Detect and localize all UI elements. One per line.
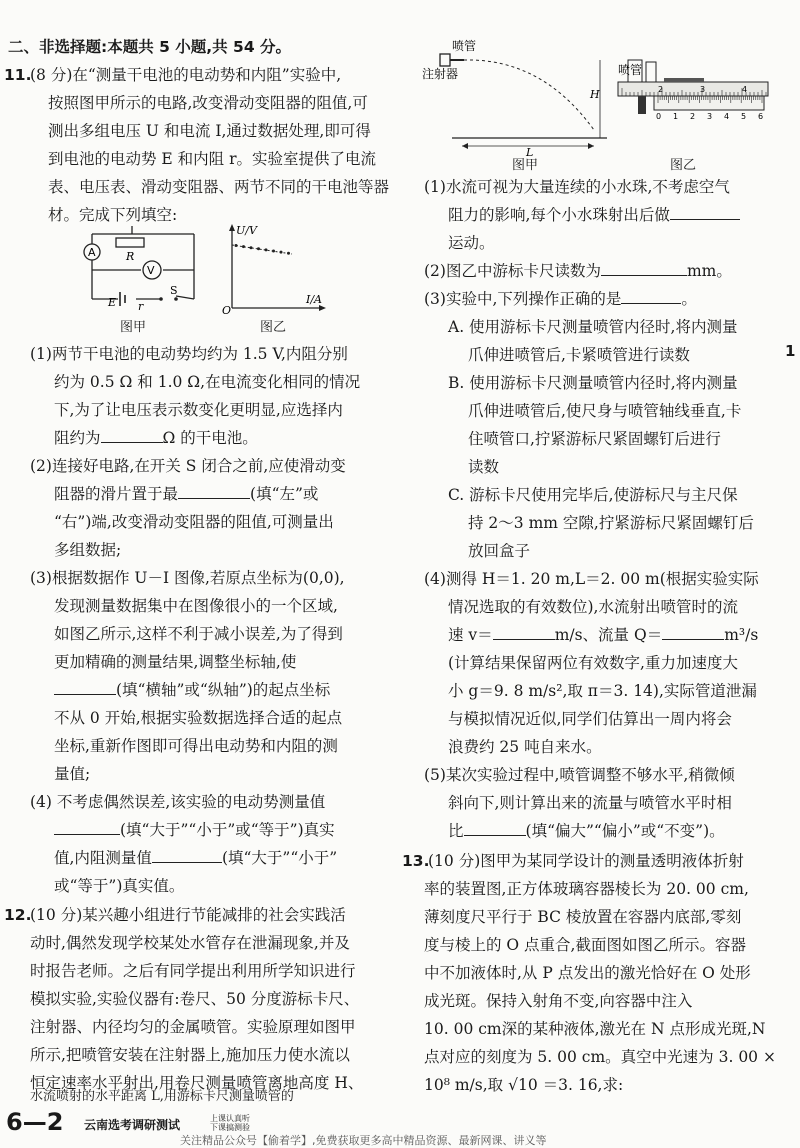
text: Ω 的干电池。 xyxy=(162,429,258,447)
nozzle-label: 喷管 xyxy=(452,39,477,53)
resistance-label: r xyxy=(138,300,144,313)
q13-line: 中不加液体时,从 P 点发出的激光恰好在 O 处形 xyxy=(424,964,751,982)
q12-sub5-line: 斜向下,则计算出来的流量与喷管水平时相 xyxy=(448,794,732,812)
footer xyxy=(0,1108,800,1147)
q13-line: 点对应的刻度为 5. 00 cm。真空中光速为 3. 00 × xyxy=(424,1048,776,1066)
q13-line: 度与棱上的 O 点重合,截面图如图乙所示。容器 xyxy=(424,936,746,954)
q11-line: 测出多组电压 U 和电流 I,通过数据处理,即可得 xyxy=(48,122,371,140)
q11-sub3-line: 发现测量数据集中在图像很小的一个区域, xyxy=(54,597,338,615)
vernier-scale-label: 3 xyxy=(707,112,713,121)
q11-sub1-line xyxy=(54,426,258,450)
syringe-label: 注射器 xyxy=(422,67,459,81)
q11-sub3-line: 不从 0 开始,根据实验数据选择合适的起点 xyxy=(54,709,343,727)
text: 。 xyxy=(681,290,697,308)
q11-fig-b-caption: 图乙 xyxy=(260,320,287,335)
text: (2)图乙中游标卡尺读数为 xyxy=(424,262,601,280)
slogan-line: 下课搞测验 xyxy=(210,1123,250,1132)
answer-blank[interactable] xyxy=(662,625,724,640)
q13-line: (10 分)图甲为某同学设计的测量透明液体折射 xyxy=(428,852,744,870)
q12-option-b: 住喷管口,拧紧游标尺紧固螺钉后进行 xyxy=(468,430,721,448)
text: mm。 xyxy=(686,262,732,280)
q11-sub3-line: (3)根据数据作 U－I 图像,若原点坐标为(0,0), xyxy=(30,569,345,587)
graph-x-label: I/A xyxy=(306,293,322,306)
text: 阻器的滑片置于最 xyxy=(54,485,179,503)
q11-sub3-line: 如图乙所示,这样不利于减小误差,为了得到 xyxy=(54,625,343,643)
q12-sub4-line: 小 g＝9. 8 m/s²,取 π＝3. 14),实际管道泄漏 xyxy=(448,682,757,700)
slogan-line: 上课认真听 xyxy=(210,1114,250,1123)
q12-sub4-line: (4)测得 H＝1. 20 m,L＝2. 00 m(根据实验实际 xyxy=(424,570,759,588)
data-point xyxy=(280,251,283,254)
q11-fig-a-caption: 图甲 xyxy=(120,320,147,335)
side-mark: 1 xyxy=(785,342,796,360)
text: (填“偏大”“偏小”或“不变”)。 xyxy=(525,822,725,840)
q12-option-a: 爪伸进喷管后,卡紧喷管进行读数 xyxy=(468,346,690,364)
text: 阻约为 xyxy=(54,429,101,447)
switch-label: S xyxy=(170,284,178,297)
q12-sub4-line: 浪费约 25 吨自来水。 xyxy=(448,738,602,756)
q11-sub2-line xyxy=(54,482,318,506)
q11-line: (8 分)在“测量干电池的电动势和内阻”实验中, xyxy=(30,66,342,84)
data-point xyxy=(287,252,290,255)
answer-blank[interactable] xyxy=(101,428,163,443)
q11-sub3-line: 更加精确的测量结果,调整坐标轴,使 xyxy=(54,653,297,671)
text: (填“左”或 xyxy=(250,485,319,503)
q11-sub2-line: “右”)端,改变滑动变阻器的阻值,可测量出 xyxy=(54,513,334,531)
vernier-scale-label: 5 xyxy=(741,112,747,121)
q11-sub2-line: (2)连接好电路,在开关 S 闭合之前,应使滑动变 xyxy=(30,457,346,475)
q13-line: 薄刻度尺平行于 BC 棱放置在容器内底部,零刻 xyxy=(424,908,742,926)
q12-line: 动时,偶然发现学校某处水管存在泄漏现象,并及 xyxy=(30,934,350,952)
data-point xyxy=(235,244,238,247)
graph-origin-label: O xyxy=(222,304,232,316)
q12-line: 水流喷射的水平距离 L,用游标卡尺测量喷管的 xyxy=(30,1089,294,1104)
q12-number: 12. xyxy=(4,906,32,924)
main-scale-label: 4 xyxy=(742,85,748,94)
q11-sub4-line xyxy=(54,846,337,870)
q11-sub2-line: 多组数据; xyxy=(54,541,122,559)
q12-option-b: 读数 xyxy=(468,458,500,476)
nozzle2-label: 喷管 xyxy=(618,63,643,77)
circuit-diagram xyxy=(76,224,206,314)
q12-sub4-line: 情况选取的有效数位),水流射出喷管时的流 xyxy=(448,598,738,616)
text: m³/s xyxy=(724,626,759,644)
answer-blank[interactable] xyxy=(54,680,116,695)
nozzle-diagram xyxy=(422,38,612,158)
q11-line: 表、电压表、滑动变阻器、两节不同的干电池等器 xyxy=(48,178,390,196)
q12-option-c: 放回盒子 xyxy=(468,542,531,560)
series-name: 云南选考调研测试 xyxy=(84,1118,181,1132)
q12-sub1-line: (1)水流可视为大量连续的小水珠,不考虑空气 xyxy=(424,178,730,196)
text: 比 xyxy=(448,822,464,840)
q11-sub3-line: 量值; xyxy=(54,765,91,783)
q13-number: 13. xyxy=(402,852,430,870)
q12-line: 时报告老师。之后有同学提出利用所学知识进行 xyxy=(30,962,356,980)
text: (填“横轴”或“纵轴”)的起点坐标 xyxy=(116,681,331,699)
answer-blank[interactable] xyxy=(670,205,740,220)
q11-sub1-line: 下,为了让电压表示数变化更明显,应选择内 xyxy=(54,401,343,419)
q13-line: 10. 00 cm深的某种液体,激光在 N 点形成光斑,N xyxy=(424,1020,766,1038)
text: (填“大于”“小于” xyxy=(221,849,338,867)
page-number: 6—2 xyxy=(6,1108,64,1136)
q13-line: 10⁸ m/s,取 √10 ＝3. 16,求: xyxy=(424,1076,624,1094)
q12-option-c: C. 游标卡尺使用完毕后,使游标尺与主尺保 xyxy=(448,486,738,504)
text: 速 v＝ xyxy=(448,626,493,644)
data-point xyxy=(257,247,260,250)
slogan xyxy=(210,1114,250,1132)
answer-blank[interactable] xyxy=(152,848,222,863)
q12-sub4-line: 与模拟情况近似,同学们估算出一周内将会 xyxy=(448,710,732,728)
main-scale-label: 2 xyxy=(658,85,664,94)
data-point xyxy=(265,248,268,251)
q12-option-a: A. 使用游标卡尺测量喷管内径时,将内测量 xyxy=(448,318,738,336)
data-point xyxy=(272,250,275,253)
q12-line: 模拟实验,实验仪器有:卷尺、50 分度游标卡尺、 xyxy=(30,990,360,1008)
watermark: 关注精品公众号【偷着学】,免费获取更多高中精品资源、最新网课、讲义等 xyxy=(180,1134,547,1147)
data-point xyxy=(250,246,253,249)
q12-sub3-line xyxy=(424,287,697,311)
answer-blank[interactable] xyxy=(54,820,120,835)
text: 值,内阻测量值 xyxy=(54,849,152,867)
q12-fig-b-caption: 图乙 xyxy=(670,158,697,173)
section-title: 二、非选择题:本题共 5 小题,共 54 分。 xyxy=(8,38,292,56)
q12-sub5-line: (5)某次实验过程中,喷管调整不够水平,稍微倾 xyxy=(424,766,735,784)
q12-sub4-line: (计算结果保留两位有效数字,重力加速度大 xyxy=(448,654,738,672)
q11-sub1-line: 约为 0.5 Ω 和 1.0 Ω,在电流变化相同的情况 xyxy=(54,373,361,391)
data-point xyxy=(242,245,245,248)
vernier-caliper xyxy=(614,52,774,152)
voltmeter-label: V xyxy=(147,264,155,277)
q11-line: 材。完成下列填空: xyxy=(48,206,178,224)
distance-label: L xyxy=(526,146,534,158)
text: 阻力的影响,每个小水珠射出后做 xyxy=(448,206,670,224)
q12-line: 所示,把喷管安装在注射器上,施加压力使水流以 xyxy=(30,1046,350,1064)
q12-option-b: B. 使用游标卡尺测量喷管内径时,将内测量 xyxy=(448,374,738,392)
answer-blank[interactable] xyxy=(493,625,555,640)
q11-sub4-line: 或“等于”)真实值。 xyxy=(54,877,185,895)
vernier-scale-label: 1 xyxy=(673,112,679,121)
vernier-scale-label: 0 xyxy=(656,112,662,121)
vernier-scale-label: 4 xyxy=(724,112,730,121)
q12-sub1-line xyxy=(448,203,740,227)
height-label: H xyxy=(590,88,600,101)
q11-sub4-line: (4) 不考虑偶然误差,该实验的电动势测量值 xyxy=(30,793,326,811)
q11-sub3-line xyxy=(54,678,330,702)
q11-line: 到电池的电动势 E 和内阻 r。实验室提供了电流 xyxy=(48,150,377,168)
q12-sub2-line xyxy=(424,259,732,283)
ui-graph xyxy=(222,224,332,316)
rheostat-label: R xyxy=(126,250,135,263)
q12-option-c: 持 2～3 mm 空隙,拧紧游标尺紧固螺钉后 xyxy=(468,514,754,532)
q13-line: 率的装置图,正方体玻璃容器棱长为 20. 00 cm, xyxy=(424,880,749,898)
q11-sub1-line: (1)两节干电池的电动势均约为 1.5 V,内阻分别 xyxy=(30,345,348,363)
graph-y-label: U/V xyxy=(236,224,257,237)
vernier-scale-label: 2 xyxy=(690,112,696,121)
main-scale-label: 3 xyxy=(700,85,706,94)
q13-line: 成光斑。保持入射角不变,向容器中注入 xyxy=(424,992,693,1010)
answer-blank[interactable] xyxy=(178,484,250,499)
q12-line: 注射器、内径均匀的金属喷管。实验原理如图甲 xyxy=(30,1018,356,1036)
q12-line: 恒定速率水平射出,用卷尺测量喷管离地高度 H、 xyxy=(30,1074,364,1092)
emf-label: E xyxy=(108,296,117,309)
q11-sub3-line: 坐标,重新作图即可得出电动势和内阻的测 xyxy=(54,737,338,755)
q11-number: 11. xyxy=(4,66,32,84)
q12-sub5-line xyxy=(448,819,725,843)
q12-sub4-line xyxy=(448,623,758,647)
ammeter-label: A xyxy=(88,246,96,259)
answer-blank[interactable] xyxy=(621,289,681,304)
q12-line: (10 分)某兴趣小组进行节能减排的社会实践活 xyxy=(30,906,346,924)
answer-blank[interactable] xyxy=(601,261,687,276)
q11-sub4-line xyxy=(54,818,335,842)
answer-blank[interactable] xyxy=(464,821,526,836)
q11-line: 按照图甲所示的电路,改变滑动变阻器的阻值,可 xyxy=(48,94,368,112)
q12-sub1-line: 运动。 xyxy=(448,234,495,252)
q12-fig-a-caption: 图甲 xyxy=(512,158,539,173)
text: (填“大于”“小于”或“等于”)真实 xyxy=(120,821,335,839)
q12-option-b: 爪伸进喷管后,使尺身与喷管轴线垂直,卡 xyxy=(468,402,742,420)
text: m/s、流量 Q＝ xyxy=(554,626,663,644)
vernier-scale-label: 6 xyxy=(758,112,764,121)
text: (3)实验中,下列操作正确的是 xyxy=(424,290,622,308)
